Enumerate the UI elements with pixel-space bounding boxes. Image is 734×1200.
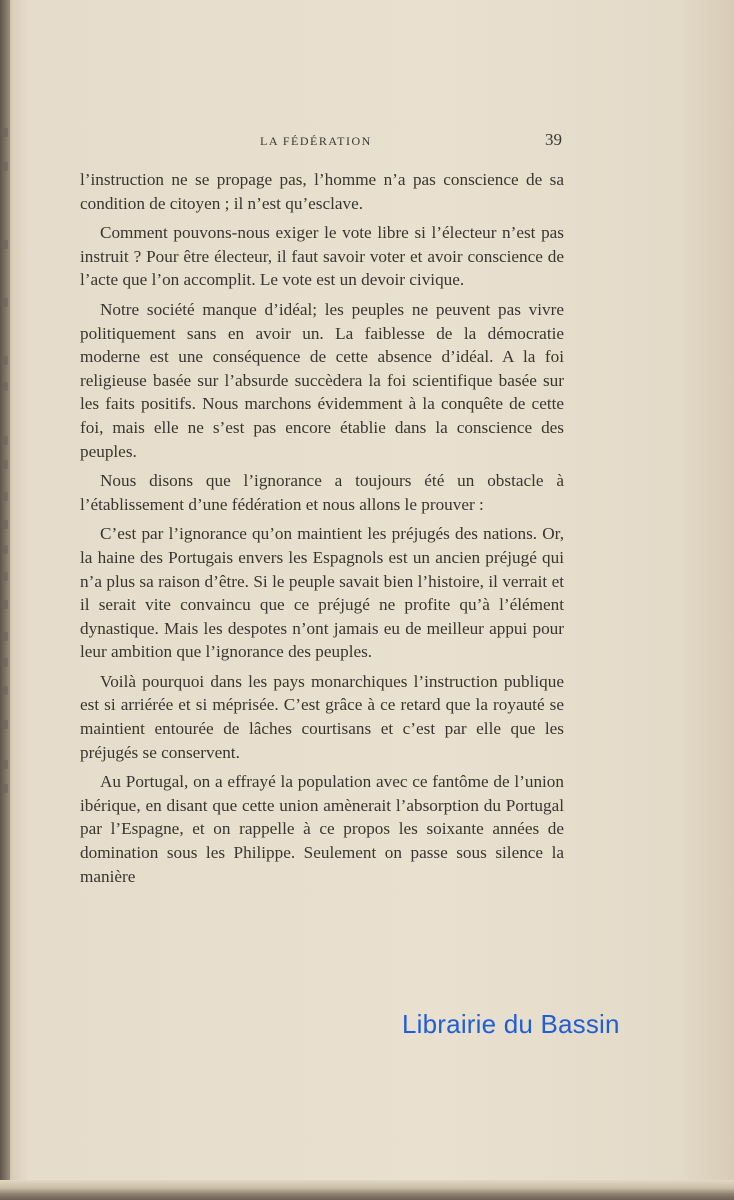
paragraph: Voilà pourquoi dans les pays monarchiques l’instruction publique est si arriérée et si méprisée. C’est grâce à ce retard que la royauté se maintient entourée de lâches courtisans et c’est par elle que les préjugés se conservent. bbox=[80, 671, 564, 762]
watermark: Librairie du Bassin bbox=[402, 1009, 620, 1039]
page-number: 39 bbox=[545, 130, 562, 149]
running-title: LA FÉDÉRATION bbox=[260, 134, 372, 148]
paragraph: l’instruction ne se propage pas, l’homme n’a pas conscience de sa condition de citoyen ; il n’est qu’esclave. bbox=[80, 170, 564, 213]
paragraph: Au Portugal, on a effrayé la population avec ce fantôme de l’union ibérique, en disant que cette union amènerait l’absorption du Portugal par l’Espagne, et on rappelle à ce propos les soixante années de domination sous les Philippe. Seulement on passe sous silence la manière bbox=[80, 772, 564, 886]
paragraph: Notre société manque d’idéal; les peuples ne peuvent pas vivre politiquement sans en avoir un. La faiblesse de la démocratie moderne est une conséquence de cette absence d’idéal. A la foi religieuse basée sur l’absurde succèdera la foi scientifique basée sur les faits positifs. Nous marchons évidemment à la conquête de cette foi, mais elle ne s’est pas encore établie dans la conscience des peuples. bbox=[80, 299, 564, 461]
paragraph: C’est par l’ignorance qu’on maintient les préjugés des nations. Or, la haine des Portugais envers les Espagnols est un ancien préjugé qui n’a plus sa raison d’être. Si le peuple savait bien l’histoire, il verrait et il serait vite convaincu que ce préjugé ne profite qu’à l’élément dynastique. Mais les despotes n’ont jamais eu de meilleur appui pour leur ambition que l’ignorance des peuples. bbox=[80, 524, 564, 662]
text-page bbox=[80, 128, 564, 894]
body-text bbox=[80, 168, 564, 888]
page-bottom-edge bbox=[0, 1180, 734, 1200]
paragraph: Comment pouvons-nous exiger le vote libre si l’électeur n’est pas instruit ? Pour être électeur, il faut savoir voter et avoir conscience de l’acte que l’on accomplit. Le vote est un devoir civique. bbox=[80, 223, 564, 290]
paragraph: Nous disons que l’ignorance a toujours été un obstacle à l’établissement d’une fédération et nous allons le prouver : bbox=[80, 471, 564, 514]
running-head bbox=[80, 128, 564, 154]
adjacent-page-edge bbox=[0, 120, 12, 820]
